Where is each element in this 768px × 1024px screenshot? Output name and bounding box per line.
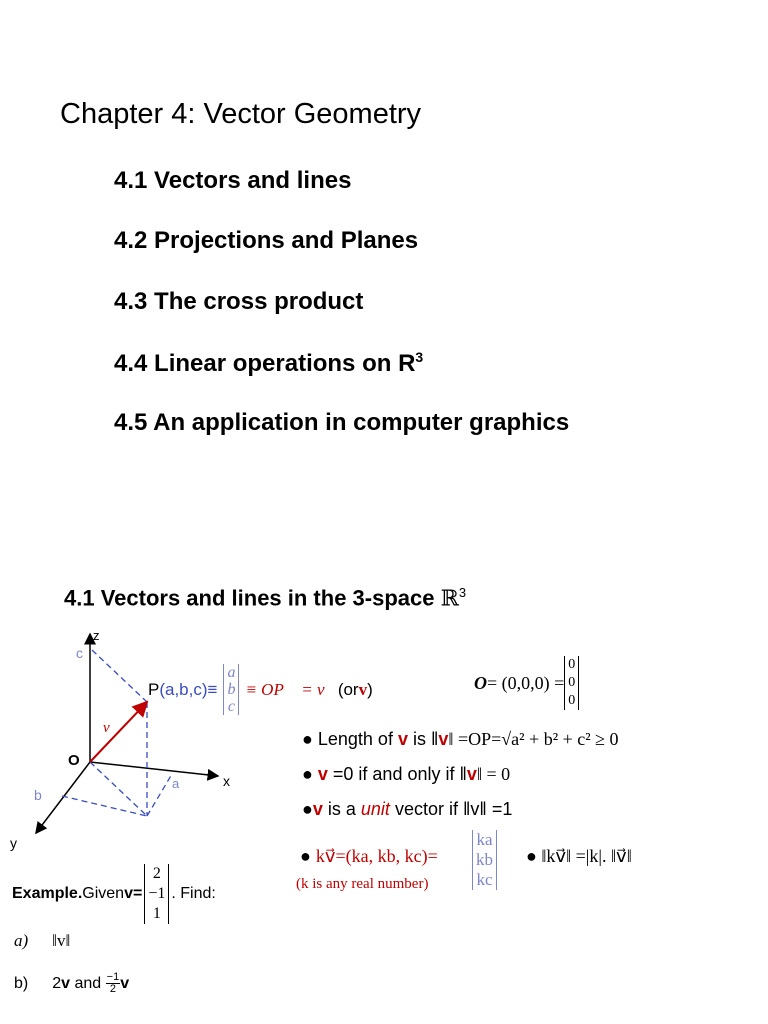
example-find: . Find: bbox=[171, 885, 216, 902]
bullet-length bbox=[302, 729, 619, 750]
zero-mid: =0 if and only if ‖ bbox=[327, 764, 467, 784]
origin-o: O bbox=[474, 672, 487, 693]
unit-word: unit bbox=[360, 799, 390, 819]
x-axis-label: x bbox=[223, 773, 230, 789]
zero-v: v bbox=[317, 764, 328, 784]
part-a-label: a) bbox=[14, 931, 29, 950]
origin-matrix bbox=[564, 656, 579, 710]
part-b-label: b) bbox=[14, 974, 29, 992]
fraction-den: 2 bbox=[109, 983, 116, 995]
toc-item-4[interactable] bbox=[114, 349, 423, 378]
zero-post: ‖ = 0 bbox=[476, 764, 511, 784]
example-part-b bbox=[14, 972, 129, 995]
vector-diagram bbox=[0, 620, 300, 860]
toc-item-1[interactable]: 4.1 Vectors and lines bbox=[114, 167, 352, 194]
c-label: c bbox=[76, 645, 83, 661]
toc-item-4-sup: 3 bbox=[415, 349, 424, 365]
unit-v: v bbox=[312, 799, 323, 819]
scalar-note: (k is any real number) bbox=[296, 876, 429, 892]
scalar-matrix-1: kb bbox=[476, 850, 493, 869]
length-v2: v bbox=[438, 729, 449, 749]
y-axis-label: y bbox=[10, 835, 17, 851]
toc-item-3[interactable]: 4.3 The cross product bbox=[114, 288, 364, 315]
point-matrix-a: a bbox=[227, 664, 236, 681]
point-coords: (a,b,c)≡ bbox=[159, 679, 218, 699]
zero-pre: ● bbox=[302, 764, 318, 784]
section-heading bbox=[64, 585, 466, 611]
unit-pre: ● bbox=[302, 799, 313, 819]
y-axis bbox=[36, 762, 90, 833]
origin-definition bbox=[474, 656, 579, 710]
part-b-v1: v bbox=[61, 974, 71, 992]
origin-matrix-2: 0 bbox=[568, 693, 576, 708]
point-matrix bbox=[223, 664, 239, 715]
part-a-text: ‖v‖ bbox=[52, 931, 71, 950]
origin-matrix-1: 0 bbox=[568, 675, 576, 690]
or-v: v bbox=[358, 679, 368, 699]
scalar-matrix-0: ka bbox=[476, 830, 493, 849]
part-b-fraction bbox=[106, 972, 121, 995]
toc-item-4-label: 4.4 Linear operations on R bbox=[114, 350, 416, 377]
origin-matrix-0: 0 bbox=[568, 657, 576, 672]
op-vector: ≡ OP⃗ = v⃗ bbox=[245, 679, 338, 699]
zero-v2: v bbox=[466, 764, 477, 784]
b-label: b bbox=[34, 787, 42, 803]
scalar-matrix-2: kc bbox=[476, 870, 493, 889]
example-matrix bbox=[144, 864, 169, 924]
bullet-zero bbox=[302, 764, 510, 785]
point-matrix-c: c bbox=[227, 698, 235, 715]
example-matrix-1: −1 bbox=[148, 885, 166, 902]
bullet-norm: ● ‖kv⃗‖ =|k|. ‖v⃗‖ bbox=[526, 846, 632, 866]
scalar-pre: ● bbox=[300, 846, 316, 866]
length-v: v bbox=[397, 729, 408, 749]
section-title: 4.1 Vectors and lines in the 3-space bbox=[64, 585, 441, 611]
example-matrix-2: 1 bbox=[152, 905, 161, 922]
origin-label: O bbox=[68, 752, 80, 769]
vector-label: v⃗ bbox=[103, 720, 122, 736]
section-sup: 3 bbox=[458, 585, 467, 600]
z-axis-label: z bbox=[93, 628, 100, 643]
example-line bbox=[12, 864, 216, 924]
length-post: ‖ =OP=√a² + b² + c² ≥ 0 bbox=[448, 729, 619, 749]
example-given: Given bbox=[82, 885, 125, 902]
x-axis bbox=[90, 762, 218, 776]
part-b-and: and bbox=[70, 974, 106, 992]
or-prefix: (or bbox=[337, 679, 359, 699]
part-b-v2: v bbox=[120, 974, 130, 992]
length-mid: is ‖ bbox=[407, 729, 439, 749]
bullet-unit bbox=[302, 799, 512, 820]
point-p: P bbox=[148, 679, 160, 699]
fraction-num: −1 bbox=[106, 971, 120, 983]
unit-post: vector if ‖v‖ =1 bbox=[389, 799, 513, 819]
example-matrix-0: 2 bbox=[152, 865, 161, 882]
example-part-a bbox=[14, 931, 70, 951]
toc-item-5[interactable]: 4.5 An application in computer graphics bbox=[114, 409, 570, 436]
unit-mid: is a bbox=[322, 799, 361, 819]
chapter-title: Chapter 4: Vector Geometry bbox=[60, 98, 422, 130]
origin-mid: = (0,0,0) = bbox=[487, 672, 565, 693]
part-b-2: 2 bbox=[52, 974, 62, 992]
bullet-scalar bbox=[300, 846, 438, 867]
scalar-red: kv⃗=(ka, kb, kc)= bbox=[315, 846, 438, 866]
example-label: Example. bbox=[12, 885, 83, 902]
section-symbol: ℝ bbox=[440, 586, 459, 612]
scalar-matrix bbox=[472, 830, 497, 890]
example-v-eq: v= bbox=[124, 885, 143, 902]
toc-item-2[interactable]: 4.2 Projections and Planes bbox=[114, 227, 419, 254]
length-pre: ● Length of bbox=[302, 729, 398, 749]
point-definition bbox=[148, 664, 373, 715]
a-label: a bbox=[172, 776, 180, 791]
point-matrix-b: b bbox=[227, 681, 236, 698]
or-suffix: ) bbox=[367, 679, 373, 699]
